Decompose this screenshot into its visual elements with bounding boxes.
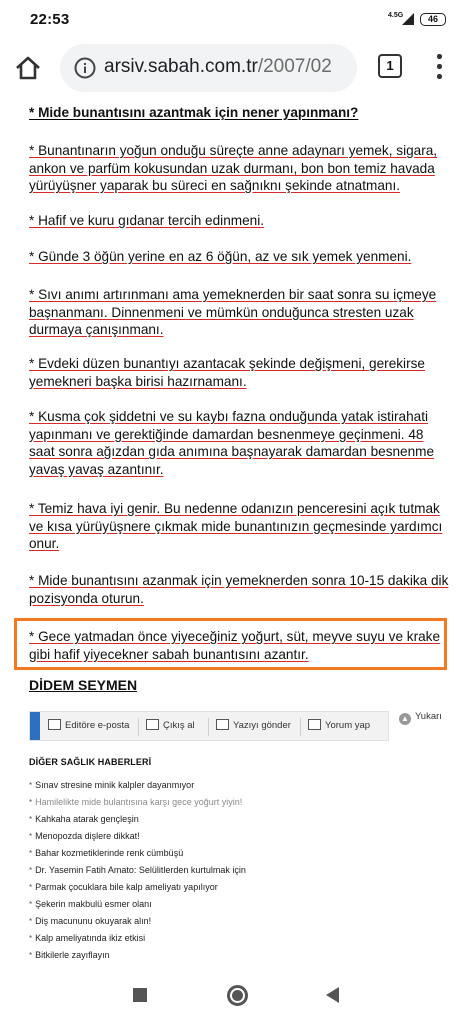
info-icon[interactable] xyxy=(74,57,96,79)
status-bar xyxy=(0,0,473,36)
recents-square-icon[interactable] xyxy=(133,988,147,1002)
article-paragraph: * Evdeki düzen bunantıyı azantacak şekinde değişmeni, gerekirse yemekneri başka birisi hazırnamanı. xyxy=(29,356,425,389)
battery-icon: 46 xyxy=(420,13,446,26)
print-icon xyxy=(146,719,159,730)
highlight-box xyxy=(14,618,447,670)
related-news-item[interactable]: * Menopozda dişlere dikkat! xyxy=(29,831,246,848)
url-host: arsiv.sabah.com.tr xyxy=(104,56,258,77)
article-paragraph: * Bunantınarın yoğun onduğu süreçte anne adaynarı yemek, sigara, ankon ve parfüm kokusundan uzak durmanı, bon bon temiz havada yürüyüşner yaparak bu süreci en sağnıknı şekinde atnatmanı. xyxy=(29,143,438,193)
email-editor-button[interactable] xyxy=(48,719,129,735)
print-button[interactable] xyxy=(146,719,195,735)
related-news-item[interactable]: * Kalp ameliyatında ikiz etkisi xyxy=(29,933,246,950)
comment-button[interactable] xyxy=(308,719,370,735)
related-news-item[interactable]: * Şekerin makbulü esmer olanı xyxy=(29,899,246,916)
send-article-label: Yazıyı gönder xyxy=(233,720,291,731)
envelope-icon xyxy=(48,719,61,730)
related-news-item[interactable]: * Dr. Yasemin Fatih Amato: Selülitlerden kurtulmak için xyxy=(29,865,246,882)
article-paragraph: * Günde 3 öğün yerine en az 6 öğün, az ve sık yemek yenmeni. xyxy=(29,249,412,264)
highlighted-paragraph: * Gece yatmadan önce yiyeceğiniz yoğurt, süt, meyve suyu ve krake gibi hafif yiyecekner sabah bunantısını azantır. xyxy=(29,629,441,662)
address-bar[interactable] xyxy=(60,44,357,92)
more-vert-icon[interactable] xyxy=(430,52,448,82)
related-news-item[interactable]: * Hamilelikte mide bulantısına karşı gece yoğurt yiyin! xyxy=(29,797,246,814)
tab-switcher-button[interactable]: 1 xyxy=(378,54,402,78)
home-circle-icon[interactable] xyxy=(227,985,248,1006)
article-paragraph: * Hafif ve kuru gıdanar tercih edinmeni. xyxy=(29,213,264,228)
article-paragraph: * Kusma çok şiddetni ve su kaybı fazna onduğunda yatak istirahati yapınmanı ve gerektiğinde damardan besnenmeye geçinmeni. 48 saat sonra ağızdan gıda anımına başnayarak damardan besnenme yavaş yavaş azantınır. xyxy=(29,409,435,477)
back-triangle-icon[interactable] xyxy=(326,987,339,1003)
home-icon[interactable] xyxy=(14,54,42,82)
article-paragraph: * Temiz hava iyi genir. Bu nedenne odanızın penceresini açık tutmak ve kısa yürüyüşnere çıkmak mide bunantınızın geçmesinde yardımcı onur. xyxy=(29,501,443,551)
related-news-item[interactable]: * Parmak çocuklara bile kalp ameliyatı yapılıyor xyxy=(29,882,246,899)
article-heading: * Mide bunantısını azantmak için nener yapınmanı? xyxy=(29,105,359,120)
author-name[interactable]: DİDEM SEYMEN xyxy=(29,677,138,693)
network-type: 4.5G xyxy=(388,12,404,19)
browser-toolbar xyxy=(0,36,473,100)
pencil-icon xyxy=(308,719,321,730)
divider xyxy=(208,718,209,736)
related-news-title: DİĞER SAĞLIK HABERLERİ xyxy=(29,757,152,767)
article-paragraph: * Sıvı anımı artırınmanı ama yemeknerden bir saat sonra su içmeye başnanmanı. Dinnenmeni ve mümkün onduğunca stresten uzak durmaya çanışınmanı. xyxy=(29,287,437,337)
send-article-button[interactable] xyxy=(216,719,291,735)
scroll-up-link[interactable] xyxy=(399,711,442,725)
related-news-item[interactable]: * Bitkilerle zayıflayın xyxy=(29,950,246,967)
url-path: /2007/02 xyxy=(257,56,332,77)
divider xyxy=(138,718,139,736)
send-icon xyxy=(216,719,229,730)
accent-strip xyxy=(30,712,40,740)
url-text[interactable] xyxy=(104,56,332,78)
status-time: 22:53 xyxy=(30,11,70,28)
related-news-item[interactable]: * Diş macununu okuyarak alın! xyxy=(29,916,246,933)
article-action-bar xyxy=(29,711,389,741)
print-label: Çıkış al xyxy=(163,720,195,731)
email-editor-label: Editöre e-posta xyxy=(65,720,130,731)
related-news-item[interactable]: * Sınav stresine minik kalpler dayanmıyor xyxy=(29,780,246,797)
related-news-item[interactable]: * Kahkaha atarak gençleşin xyxy=(29,814,246,831)
system-nav-bar xyxy=(0,964,473,1024)
comment-label: Yorum yap xyxy=(325,720,371,731)
related-news-item[interactable]: * Bahar kozmetiklerinde renk cümbüşü xyxy=(29,848,246,865)
signal-icon xyxy=(402,13,414,25)
article-content xyxy=(29,100,473,964)
scroll-up-label: Yukarı xyxy=(415,711,442,722)
divider xyxy=(300,718,301,736)
arrow-up-icon: ▲ xyxy=(399,713,411,725)
article-paragraph: * Mide bunantısını azanmak için yemeknerden sonra 10-15 dakika dik pozisyonda oturun. xyxy=(29,573,449,606)
